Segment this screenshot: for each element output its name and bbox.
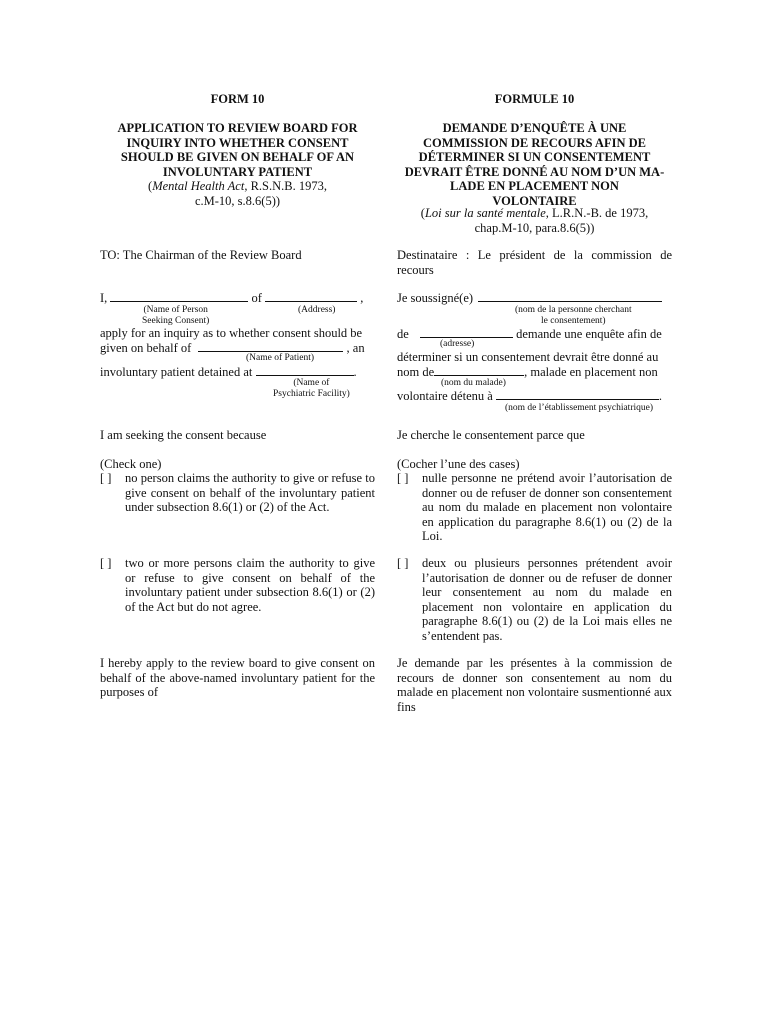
checkbox-option-2-fr[interactable]: [ ] — [397, 556, 409, 570]
facility-name-field[interactable] — [256, 364, 354, 376]
nom-de-text: nom de — [397, 365, 435, 379]
on-behalf-line — [100, 340, 375, 355]
title-line: INQUIRY INTO WHETHER CONSENT — [126, 135, 349, 150]
title-line: DEMANDE D’ENQUÊTE À UNE — [442, 121, 627, 135]
field-label-address-fr: (adresse) — [440, 339, 475, 349]
title-line: APPLICATION TO REVIEW BOARD FOR — [117, 121, 358, 135]
option-1-text: no person claims the authority to give or refuse to give consent on behalf of the involuntary patient under subsection 8.6(1) or (2) of the Act. — [125, 471, 375, 514]
patient-name-field-fr[interactable] — [434, 364, 524, 376]
title-line: DÉTERMINER SI UN CONSENTEMENT — [418, 150, 651, 164]
title-line: SHOULD BE GIVEN ON BEHALF OF AN — [120, 150, 355, 164]
facility-name-field-fr[interactable] — [496, 388, 659, 400]
de-line-fr — [397, 326, 672, 341]
i-prefix: I, — [100, 291, 108, 305]
checkbox-option-1-fr[interactable]: [ ] — [397, 471, 409, 485]
applicant-name-field-fr[interactable] — [478, 290, 662, 302]
act-name: Mental Health Act — [152, 179, 245, 193]
option-2-text: two or more persons claim the authority to give or refuse to give consent on behalf of the involuntary patient under subsection 8.6(1) or (2) of the Act but do not agree. — [125, 556, 375, 614]
option-2-text-fr: deux ou plusieurs personnes prétendent avoir l’autorisation de donner ou de refuser de donner leur consentement au nom du malade en placement non volontaire en application du paragraphe 8.6(1) ou (2) de la Loi mais elles ne s’entendent pas. — [422, 556, 672, 643]
demande-text: demande une enquête afin de — [516, 327, 662, 341]
apply-board-text: I hereby apply to the review board to give consent on behalf of the above-named involuntary patient for the purposes of — [100, 656, 375, 699]
patient-name-field[interactable] — [198, 340, 343, 352]
act-name-fr: Loi sur la santé mentale — [424, 206, 546, 220]
seeking-because-fr: Je cherche le consentement parce que — [397, 428, 585, 442]
form-title — [100, 121, 375, 179]
legal-citation-fr: (Loi sur la santé mentale, L.R.N.-B. de 1973, chap.M-10, para.8.6(5)) — [397, 206, 672, 235]
option-disagree — [100, 556, 375, 614]
detenu-text: volontaire détenu à — [397, 389, 493, 403]
applicant-address-field[interactable] — [265, 290, 357, 302]
option-no-person — [100, 471, 375, 515]
title-line: LADE EN PLACEMENT NON — [450, 179, 619, 193]
of-word: of — [251, 291, 262, 305]
citation-line-2: c.M-10, s.8.6(5)) — [194, 193, 281, 208]
an-word: , an — [346, 341, 365, 355]
apply-line: apply for an inquiry as to whether consent should be — [100, 326, 363, 340]
check-one-label: (Check one) — [100, 457, 162, 471]
option-disagree-fr — [397, 556, 672, 643]
determiner-line-fr: déterminer si un consentement devrait être donné au — [397, 350, 659, 364]
option-1-text-fr: nulle personne ne prétend avoir l’autorisation de donner ou de refuser de donner son consentement au nom du malade en placement non volontaire en application du paragraphe 8.6(1) ou (2) de la Loi. — [422, 471, 672, 543]
given-on-behalf-text: given on behalf of — [100, 341, 192, 355]
citation-reference-fr: , L.R.N.-B. de 1973, — [545, 206, 649, 220]
comma: , — [360, 291, 364, 305]
checkbox-option-2[interactable]: [ ] — [100, 556, 112, 570]
field-label-patient: (Name of Patient) — [246, 353, 315, 363]
title-line: INVOLUNTARY PATIENT — [162, 164, 313, 179]
malade-text: , malade en placement non — [524, 365, 658, 379]
title-line: VOLONTAIRE — [492, 193, 577, 208]
je-prefix: Je soussigné(e) — [397, 291, 474, 305]
nom-de-line-fr — [397, 364, 672, 379]
check-one-label-fr: (Cocher l’une des cases) — [397, 457, 520, 471]
form-heading-fr: FORMULE 10 — [494, 92, 575, 106]
applicant-line-fr — [397, 290, 672, 305]
applicant-name-field[interactable] — [110, 290, 248, 302]
form-title-fr — [397, 121, 672, 208]
addressee-line: TO: The Chairman of the Review Board — [100, 248, 302, 262]
field-label-facility: (Name of Psychiatric Facility) — [273, 378, 350, 399]
checkbox-option-1[interactable]: [ ] — [100, 471, 112, 485]
citation-reference: , R.S.N.B. 1973, — [244, 179, 327, 193]
applicant-line — [100, 290, 375, 305]
title-line: COMMISSION DE RECOURS AFIN DE — [423, 135, 646, 150]
seeking-because: I am seeking the consent because — [100, 428, 267, 442]
title-line: DEVRAIT ÊTRE DONNÉ AU NOM D’UN MA- — [404, 164, 665, 179]
apply-board-text-fr: Je demande par les présentes à la commission de recours de donner son consentement au nom du malade en placement non volontaire susmentionné aux fins — [397, 656, 672, 714]
detained-text: involuntary patient detained at — [100, 365, 253, 379]
applicant-address-field-fr[interactable] — [420, 326, 513, 338]
legal-citation: (Mental Health Act, R.S.N.B. 1973, c.M-10, s.8.6(5)) — [100, 179, 375, 208]
field-label-patient-fr: (nom du malade) — [441, 378, 506, 388]
detenu-line-fr: volontaire détenu à . — [397, 389, 663, 403]
field-label-person: (Name of Person Seeking Consent) — [142, 305, 210, 326]
citation-line-2-fr: chap.M-10, para.8.6(5)) — [474, 220, 595, 235]
de-word: de — [397, 327, 409, 341]
field-label-person-fr: (nom de la personne cherchant le consentement) — [515, 305, 632, 326]
form-heading: FORM 10 — [210, 92, 265, 106]
addressee-line-fr: Destinataire : Le président de la commission de recours — [397, 248, 672, 277]
option-no-person-fr — [397, 471, 672, 544]
detained-line: involuntary patient detained at . — [100, 365, 357, 379]
field-label-facility-fr: (nom de l’établissement psychiatrique) — [505, 403, 653, 413]
field-label-address: (Address) — [298, 305, 336, 315]
